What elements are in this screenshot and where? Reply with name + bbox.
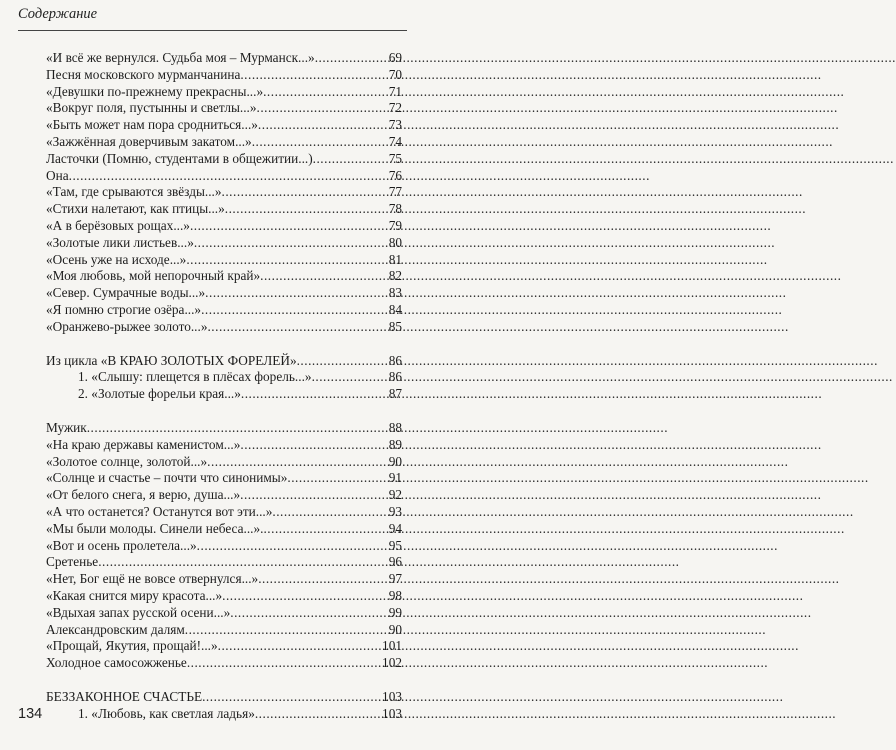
toc-entry (46, 504, 402, 521)
dot-leader (263, 521, 387, 538)
dot-leader (194, 235, 388, 252)
dot-leader (225, 201, 388, 218)
book-page (0, 0, 425, 750)
dot-leader (201, 302, 388, 319)
header-rule (18, 30, 407, 31)
toc-entry-page: 81 (388, 251, 402, 267)
toc-entry-page: 96 (388, 554, 402, 570)
toc-entry-title: «Нет, Бог ещё не вовсе отвернулся...» (46, 571, 259, 587)
toc-entry (46, 168, 402, 185)
dot-leader (241, 386, 388, 403)
toc-entry-title: Песня московского мурманчанина (46, 66, 241, 82)
dot-leader (69, 168, 388, 185)
toc-entry-page: 103 (382, 688, 402, 704)
toc-entry-title: «Стихи налетают, как птицы...» (46, 201, 225, 217)
toc-entry-title: «На краю державы каменистом...» (46, 436, 241, 452)
toc-entry (46, 84, 402, 101)
toc-entry-title: Из цикла «В КРАЮ ЗОЛОТЫХ ФОРЕЛЕЙ» (46, 352, 297, 368)
dot-leader (257, 100, 388, 117)
toc-entry-page: 83 (388, 285, 402, 301)
toc-entry (46, 638, 402, 655)
dot-leader (287, 470, 387, 487)
toc-entry-title: «Моя любовь, мой непорочный край» (46, 268, 261, 284)
toc-entry-title: 2. «Золотые форельи края...» (78, 386, 241, 402)
toc-entry-page: 75 (388, 150, 402, 166)
toc-entry-page: 95 (388, 537, 402, 553)
toc-entry-title: «Я помню строгие озёра...» (46, 301, 202, 317)
toc-entry (46, 655, 402, 672)
toc-entry-title: «Солнце и счастье – почти что синонимы» (46, 470, 288, 486)
dot-leader (186, 252, 387, 269)
toc-entry (46, 117, 402, 134)
toc-entry (46, 67, 402, 84)
dot-leader (272, 504, 387, 521)
toc-entry-title: «И всё же вернулся. Судьба моя – Мурманск...» (46, 50, 315, 65)
section-gap (46, 403, 402, 420)
dot-leader (240, 487, 388, 504)
toc-entry (46, 689, 402, 706)
toc-entry (46, 554, 402, 571)
toc-entry-page: 99 (388, 604, 402, 620)
toc-entry-title: Александровским далям (46, 621, 185, 637)
toc-entry (46, 622, 402, 639)
dot-leader (87, 420, 388, 437)
section-gap (46, 672, 402, 689)
dot-leader (297, 353, 388, 370)
toc-entry-title: «Зажжённая доверчивым закатом...» (46, 133, 252, 149)
dot-leader (197, 538, 388, 555)
toc-entry (46, 386, 402, 403)
toc-entry-page: 69 (388, 50, 402, 65)
toc-entry-title: Сретенье (46, 554, 99, 570)
dot-leader (202, 689, 381, 706)
toc-entry-title: «Север. Сумрачные воды...» (46, 285, 206, 301)
toc-entry-title: «Вдыхая запах русской осени...» (46, 604, 231, 620)
toc-entry-page: 79 (388, 217, 402, 233)
toc-entry (46, 252, 402, 269)
toc-entry-page: 85 (388, 318, 402, 334)
toc-entry (46, 487, 402, 504)
toc-entry-title: «Какая снится миру красота...» (46, 587, 223, 603)
toc-entry-title: Она (46, 167, 69, 183)
dot-leader (258, 117, 388, 134)
toc-entry (46, 151, 402, 168)
toc-entry-title: «Золотое солнце, золотой...» (46, 453, 208, 469)
toc-entry-page: 103 (382, 705, 402, 721)
toc-entry-title: «Прощай, Якутия, прощай!...» (46, 638, 218, 654)
toc-entry (46, 571, 402, 588)
toc-entry-page: 88 (388, 419, 402, 435)
section-gap (46, 336, 402, 353)
toc-entry-title: 1. «Слышу: плещется в плёсах форель...» (78, 369, 312, 385)
toc-entry-page: 97 (388, 571, 402, 587)
dot-leader (252, 134, 388, 151)
toc-entry (46, 706, 402, 723)
toc-entry-page: 90 (388, 453, 402, 469)
toc-entry-title: БЕЗЗАКОННОЕ СЧАСТЬЕ (46, 688, 203, 704)
toc-entry-page: 74 (388, 133, 402, 149)
toc-entry-page: 78 (388, 201, 402, 217)
toc-entry-title: «Вокруг поля, пустынны и светлы...» (46, 100, 257, 116)
toc-entry-page: 71 (388, 83, 402, 99)
dot-leader (258, 571, 388, 588)
toc-entry-title: «Вот и осень пролетела...» (46, 537, 197, 553)
toc-entry (46, 369, 402, 386)
dot-leader (218, 638, 381, 655)
dot-leader (315, 50, 388, 67)
page-number: 134 (18, 706, 43, 722)
toc-entry-title: «А в берёзовых рощах...» (46, 217, 190, 233)
dot-leader (207, 454, 388, 471)
toc-entry-page: 82 (388, 268, 402, 284)
dot-leader (263, 84, 388, 101)
toc-entry-page: 93 (388, 503, 402, 519)
dot-leader (187, 655, 381, 672)
toc-entry-title: «Девушки по-прежнему прекрасны...» (46, 83, 264, 99)
toc-entry-page: 94 (388, 520, 402, 536)
toc-entry-page: 89 (388, 436, 402, 452)
toc-entry (46, 268, 402, 285)
dot-leader (98, 554, 387, 571)
toc-entry-title: Ласточки (Помню, студентами в общежитии...) (46, 150, 313, 166)
toc-entry (46, 605, 402, 622)
toc-entry-title: Холодное самосожженье (46, 655, 187, 671)
toc-entry-title: «Осень уже на исходе...» (46, 251, 187, 267)
dot-leader (240, 67, 387, 84)
toc-entry (46, 184, 402, 201)
toc-entry-page: 72 (388, 100, 402, 116)
toc-entry (46, 353, 402, 370)
toc-entry-title: «Мы были молоды. Синели небеса...». (46, 520, 264, 536)
toc-entry-title: 1. «Любовь, как светлая ладья» (78, 705, 255, 721)
toc-entry (46, 538, 402, 555)
toc-entry (46, 454, 402, 471)
dot-leader (255, 706, 381, 723)
toc-entry-page: 86 (388, 369, 402, 385)
toc-entry-page: 101 (382, 638, 402, 654)
toc-entry-title: «А что останется? Останутся вот эти...» (46, 503, 273, 519)
toc-entry-title: «Там, где срываются звёзды...» (46, 184, 222, 200)
toc-entry (46, 588, 402, 605)
toc-entry (46, 50, 402, 67)
toc-entry-page: 70 (388, 66, 402, 82)
toc-entry-title: «Быть может нам пора сродниться...» (46, 117, 258, 133)
dot-leader (190, 218, 388, 235)
toc-entry (46, 134, 402, 151)
toc-entry (46, 521, 402, 538)
dot-leader (222, 184, 388, 201)
dot-leader (207, 319, 387, 336)
toc-entry-page: 80 (388, 234, 402, 250)
toc-entry-page: 91 (388, 470, 402, 486)
toc-entry-page: 90 (388, 621, 402, 637)
toc-entry (46, 235, 402, 252)
toc-entry (46, 302, 402, 319)
toc-entry-page: 76 (388, 167, 402, 183)
toc-entry (46, 201, 402, 218)
toc-entry-page: 102 (382, 655, 402, 671)
toc-entry-title: Мужик (46, 419, 87, 435)
toc-entry-page: 77 (388, 184, 402, 200)
dot-leader (240, 437, 387, 454)
dot-leader (222, 588, 388, 605)
toc-entry (46, 470, 402, 487)
toc-entry-page: 86 (388, 352, 402, 368)
toc-entry-title: «Золотые лики листьев...» (46, 234, 194, 250)
toc-entry-title: «Оранжево-рыжее золото...» (46, 318, 208, 334)
dot-leader (205, 285, 388, 302)
toc-entry-page: 73 (388, 117, 402, 133)
toc-entry (46, 218, 402, 235)
toc-entry (46, 437, 402, 454)
toc-entry (46, 420, 402, 437)
dot-leader (313, 151, 388, 168)
toc-entry (46, 319, 402, 336)
toc-entry-title: «От белого снега, я верю, душа...» (46, 487, 241, 503)
toc-entry-page: 98 (388, 587, 402, 603)
dot-leader (230, 605, 387, 622)
toc-entry-page: 84 (388, 301, 402, 317)
table-of-contents (46, 50, 402, 722)
dot-leader (260, 268, 388, 285)
toc-entry (46, 285, 402, 302)
dot-leader (312, 369, 388, 386)
running-header: Содержание (18, 6, 98, 22)
toc-entry-page: 92 (388, 487, 402, 503)
toc-entry (46, 100, 402, 117)
toc-entry-page: 87 (388, 386, 402, 402)
dot-leader (185, 622, 388, 639)
